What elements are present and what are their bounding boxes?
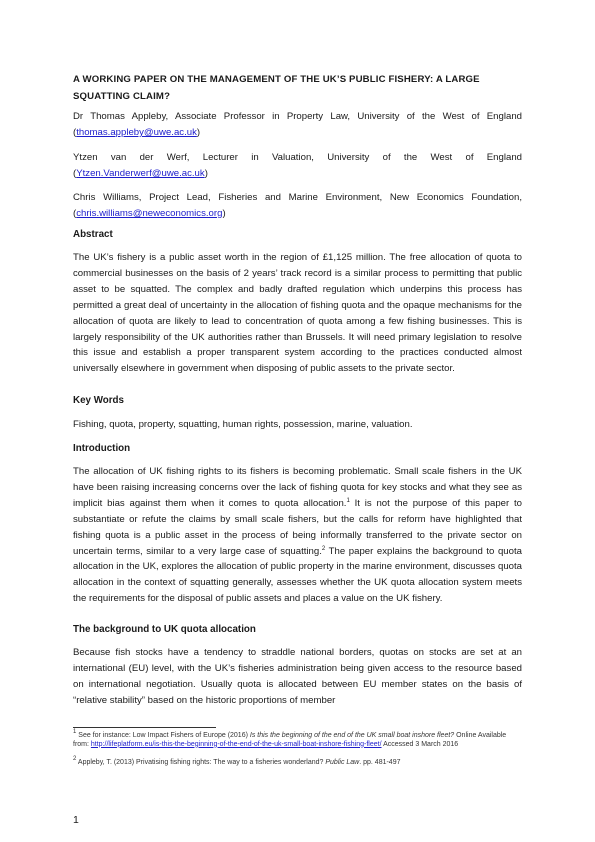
keywords-heading: Key Words bbox=[73, 395, 124, 406]
footnote-2-pages: . pp. 481-497 bbox=[359, 759, 401, 766]
footnote-2 bbox=[73, 756, 522, 768]
intro-part-3: The paper explains the background to quota allocation in the UK, explores the allocation of public property in the marine environment, discusses quota allocation in the context of squatting generally, assesses whether the UK quota allocation system meets the requirements for the disposal of public assets and places a value on the UK fishery. bbox=[73, 545, 522, 605]
footnote-2-journal: Public Law bbox=[325, 759, 360, 766]
page-number: 1 bbox=[73, 814, 79, 826]
footnote-ref-1[interactable]: 1 bbox=[346, 497, 350, 504]
background-heading: The background to UK quota allocation bbox=[73, 624, 256, 635]
footnote-1-accessed: Accessed 3 March 2016 bbox=[381, 740, 459, 748]
footnote-1 bbox=[73, 729, 522, 749]
abstract-text: The UK’s fishery is a public asset worth in the region of £1,125 million. The free allocation of quota to commercial businesses on the basis of 2 years’ track record is a similar process to permitting that public asset to be squatted. The complex and badly drafted regulation which underpins this process has permitted a great deal of uncertainty in the allocation of fishing quota and the opaque mechanisms for the allocation of quota are likely to lead to concentration of quota among a few fishing businesses. This is largely responsibility of the UK authorities rather than Brussels. It will need primary legislation to resolve this issue and establish a proper transparent system according to the practices conducted almost universally elsewhere in government when disposing of public assets to the private sector. bbox=[73, 252, 522, 375]
footnote-1-url-link[interactable]: http://lifeplatform.eu/is-this-the-beginning-of-the-end-of-the-uk-small-boat-inshore-fishing-fleet/ bbox=[90, 740, 382, 748]
author-1-affiliation: Dr Thomas Appleby, Associate Professor in Property Law, University of the West of England bbox=[73, 111, 522, 122]
footnote-1-text: See for instance: Low Impact Fishers of Europe (2016) bbox=[76, 732, 250, 739]
footnote-divider bbox=[73, 727, 216, 728]
abstract-heading: Abstract bbox=[73, 229, 113, 240]
footnote-1-title: Is this the beginning of the end of the UK small boat inshore fleet? bbox=[249, 732, 455, 739]
keywords-text: Fishing, quota, property, squatting, human rights, possession, marine, valuation. bbox=[73, 419, 413, 430]
author-2-email-link[interactable]: Ytzen.Vanderwerf@uwe.ac.uk bbox=[76, 167, 205, 179]
author-3-affiliation: Chris Williams, Project Lead, Fisheries and Marine Environment, New Economics Foundation, bbox=[73, 192, 522, 203]
intro-part-2: It is not the purpose of this paper to substantiate or refute the claims by small scale fishers, but the calls for reform have highlighted that fishing quota is a public asset in the process of being informally transferred to the private sector on uncertain terms, similar to a very large case of squatting. bbox=[73, 497, 522, 557]
author-3: Chris Williams, Project Lead, Fisheries and Marine Environment, New Economics Foundation, (chris.williams@neweconomics.org) bbox=[73, 192, 522, 219]
footnote-1-available: Online Available from: bbox=[73, 732, 507, 748]
background-text: Because fish stocks have a tendency to straddle national borders, quotas on stocks are set at an international (EU) level, with the UK’s fisheries administration being given access to the resource based on international negotiation. Usually quota is allocated between EU member states on the basis of “relative stability” based on the historic proportions of member bbox=[73, 647, 522, 706]
footnote-2-text: Appleby, T. (2013) Privatising fishing rights: The way to a fisheries wonderland? bbox=[76, 759, 326, 766]
intro-part-1: The allocation of UK fishing rights to its fishers is becoming problematic. Small scale fishers in the UK have been raising increasing concerns over the lack of fishing quota for key stocks and what they see as implicit bias against them when it comes to quota allocation. bbox=[73, 466, 522, 509]
author-2-affiliation: Ytzen van der Werf, Lecturer in Valuation, University of the West of England bbox=[73, 152, 522, 163]
author-1-email-link[interactable]: thomas.appleby@uwe.ac.uk bbox=[76, 126, 197, 138]
author-2: Ytzen van der Werf, Lecturer in Valuation, University of the West of England (Ytzen.Vanderwerf@uwe.ac.uk) bbox=[73, 152, 522, 179]
footnote-ref-2[interactable]: 2 bbox=[321, 545, 326, 552]
footnote-1-number: 1 bbox=[73, 729, 77, 735]
author-1: Dr Thomas Appleby, Associate Professor in Property Law, University of the West of England (thomas.appleby@uwe.ac.uk) bbox=[73, 111, 522, 138]
introduction-text bbox=[73, 464, 522, 607]
introduction-heading: Introduction bbox=[73, 443, 131, 454]
author-3-email-link[interactable]: chris.williams@neweconomics.org bbox=[76, 207, 223, 219]
paper-title: A WORKING PAPER ON THE MANAGEMENT OF THE UK’S PUBLIC FISHERY: A LARGE SQUATTING CLAIM? bbox=[73, 74, 480, 102]
footnote-2-number: 2 bbox=[73, 756, 77, 762]
